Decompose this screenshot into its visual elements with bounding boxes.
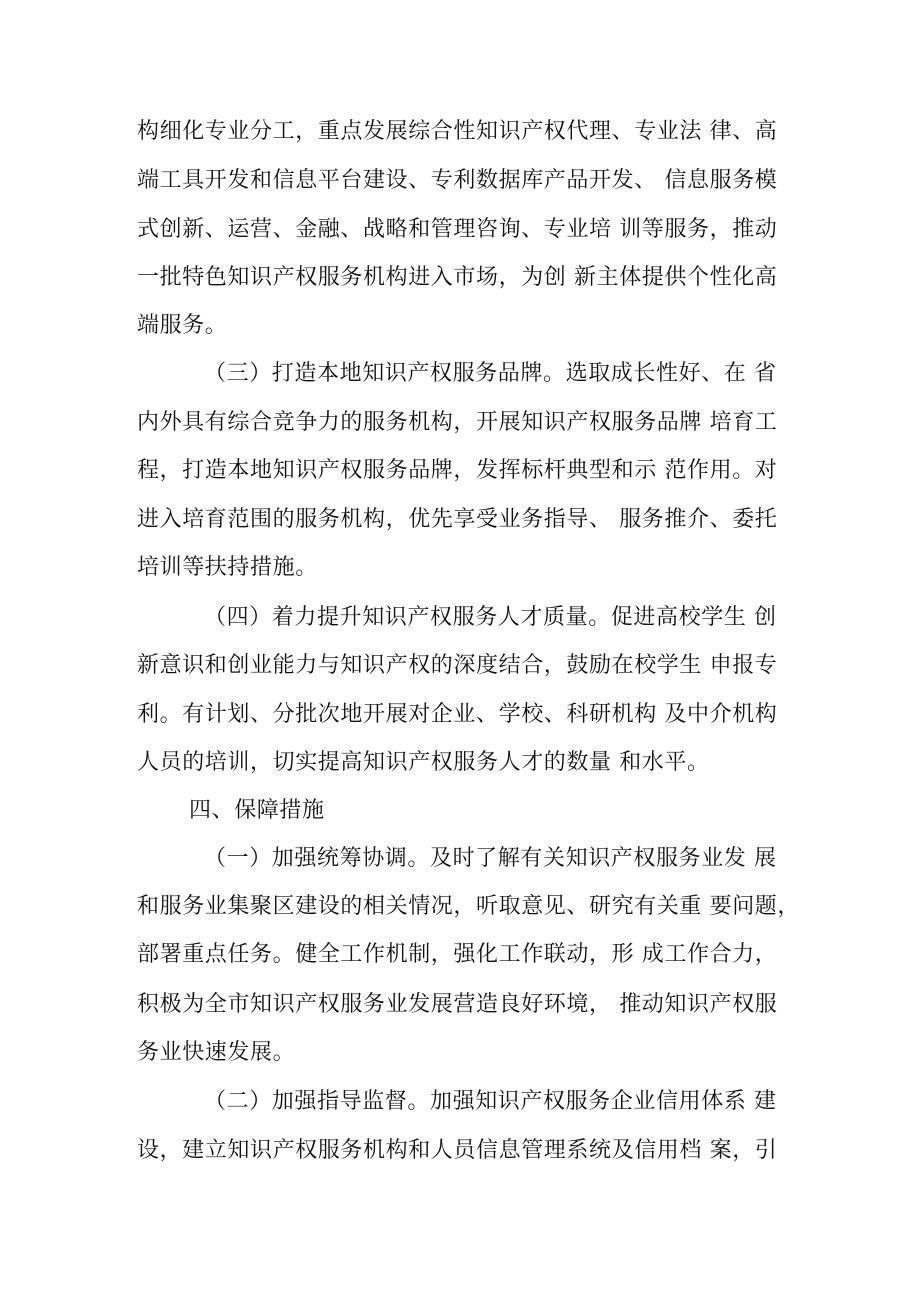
body-text-line: 式创新、运营、金融、战略和管理咨询、专业培 训等服务，推动 (137, 217, 778, 242)
body-text-line: 新意识和创业能力与知识产权的深度结合，鼓励在校学生 申报专 (137, 653, 778, 678)
paragraph-first-line: （三）打造本地知识产权服务品牌。选取成长性好、在 省 (204, 361, 777, 386)
section-heading: 四、保障措施 (189, 798, 325, 823)
body-text-line: 积极为全市知识产权服务业发展营造良好环境， 推动知识产权服 (137, 992, 778, 1017)
paragraph-first-line: （二）加强指导监督。加强知识产权服务企业信用体系 建 (204, 1089, 777, 1114)
body-text-line: 内外具有综合竞争力的服务机构，开展知识产权服务品牌 培育工 (137, 410, 778, 435)
body-text-line: 部署重点任务。健全工作机制，强化工作联动，形 成工作合力， (137, 942, 778, 967)
paragraph-first-line: （四）着力提升知识产权服务人才质量。促进高校学生 创 (204, 605, 777, 630)
body-text-line: 进入培育范围的服务机构，优先享受业务指导、 服务推介、委托 (137, 507, 778, 532)
body-text-line: 和服务业集聚区建设的相关情况，听取意见、研究有关重 要问题， (137, 894, 800, 919)
body-text-line: 端服务。 (137, 313, 228, 338)
body-text-line: 构细化专业分工，重点发展综合性知识产权代理、专业法 律、高 (137, 119, 778, 144)
body-text-line: 利。有计划、分批次地开展对企业、学校、科研机构 及中介机构 (137, 702, 778, 727)
body-text-line: 一批特色知识产权服务机构进入市场，为创 新主体提供个性化高 (137, 265, 778, 290)
body-text-line: 人员的培训，切实提高知识产权服务人才的数量 和水平。 (137, 750, 710, 775)
body-text-line: 程，打造本地知识产权服务品牌，发挥标杆典型和示 范作用。对 (137, 458, 778, 483)
paragraph-first-line: （一）加强统筹协调。及时了解有关知识产权服务业发 展 (204, 846, 777, 871)
body-text-line: 设，建立知识产权服务机构和人员信息管理系统及信用档 案，引 (137, 1138, 778, 1163)
body-text-line: 端工具开发和信息平台建设、专利数据库产品开发、 信息服务模 (137, 168, 778, 193)
body-text-line: 务业快速发展。 (137, 1040, 296, 1065)
body-text-line: 培训等扶持措施。 (137, 555, 318, 580)
